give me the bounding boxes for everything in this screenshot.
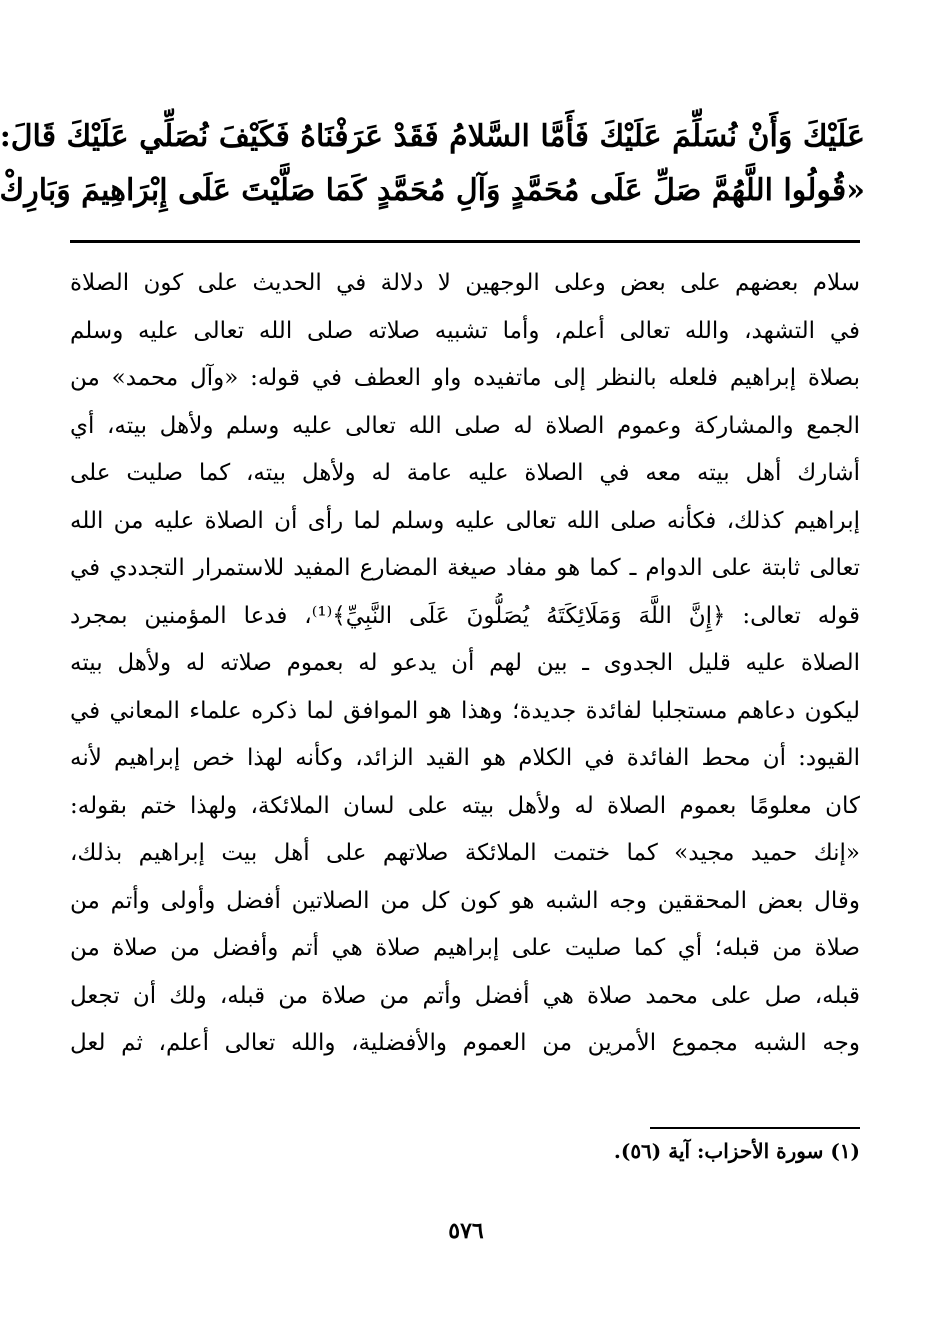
footnote: (١) سورة الأحزاب: آية (٥٦). <box>613 1139 860 1163</box>
text-line: قبله، صل على محمد صلاة هي أفضل وأتم من صلاة من قبله، ولك أن تجعل <box>70 982 860 1009</box>
text-line: أشارك أهل بيته معه في الصلاة عليه عامة له ولأهل بيته، كما صليت على <box>70 460 860 486</box>
text-line: ليكون دعاهم مستجلبا لفائدة جديدة؛ وهذا هو الموافق لما ذكره علماء المعاني في <box>70 697 860 724</box>
text-line: صلاة من قبله؛ أي كما صليت على إبراهيم صلاة هي أتم وأفضل من صلاة من <box>70 935 860 961</box>
text-line: وقال بعض المحققين وجه الشبه هو كون كل من الصلاتين أفضل وأولى وأتم من <box>70 887 860 914</box>
footnote-rule <box>650 1127 860 1129</box>
hadith-text <box>0 110 865 218</box>
text-line: وجه الشبه مجموع الأمرين من العموم والأفضلية، والله تعالى أعلم، ثم لعل <box>70 1030 860 1056</box>
text-line: القيود: أن محط الفائدة في الكلام هو القيد الزائد، وكأنه لهذا خص إبراهيم لأنه <box>70 745 860 771</box>
text-line: إبراهيم كذلك، فكأنه صلى الله تعالى عليه وسلم لما رأى أن الصلاة عليه من الله <box>70 507 860 534</box>
text-line: بصلاة إبراهيم فلعله بالنظر إلى ماتفيده واو العطف في قوله: «وآل محمد» من <box>70 365 860 391</box>
text-line: الصلاة عليه قليل الجدوى ـ بين لهم أن يدعو له بعموم صلاته له ولأهل بيته <box>70 650 860 676</box>
commentary-text <box>70 260 860 1068</box>
hadith-line: «قُولُوا اللَّهُمَّ صَلِّ عَلَى مُحَمَّدٍ وَآلِ مُحَمَّدٍ كَمَا صَلَّيْتَ عَلَى إِبْرَاهِيمَ وَبَارِكْ <box>0 173 865 208</box>
text-line: قوله تعالى: ﴿إِنَّ اللَّهَ وَمَلَائِكَتَهُ يُصَلُّونَ عَلَى النَّبِيِّ﴾⁽¹⁾، فدعا المؤمنين بمجرد <box>70 602 860 629</box>
text-line: في التشهد، والله تعالى أعلم، وأما تشبيه صلاته صلى الله تعالى عليه وسلم <box>70 317 860 344</box>
text-line: كان معلومًا بعموم الصلاة له ولأهل بيته على لسان الملائكة، ولهذا ختم بقوله: <box>70 792 860 819</box>
text-line: الجمع والمشاركة وعموم الصلاة له صلى الله تعالى عليه وسلم ولأهل بيته، أي <box>70 412 860 439</box>
text-line: تعالى ثابتة على الدوام ـ كما هو مفاد صيغة المضارع المفيد للاستمرار التجددي في <box>70 555 860 581</box>
page-number: ٥٧٦ <box>448 1218 484 1244</box>
separator-rule <box>70 240 860 243</box>
text-line: سلام بعضهم على بعض وعلى الوجهين لا دلالة في الحديث على كون الصلاة <box>70 270 860 296</box>
text-line: «إنك حميد مجيد» كما ختمت الملائكة صلاتهم على أهل بيت إبراهيم بذلك، <box>70 840 860 866</box>
hadith-line: عَلَيْكَ وَأَنْ نُسَلِّمَ عَلَيْكَ فَأَمَّا السَّلامُ فَقَدْ عَرَفْنَاهُ فَكَيْفَ نُصَلِّي عَلَيْكَ قَالَ: <box>0 119 865 154</box>
